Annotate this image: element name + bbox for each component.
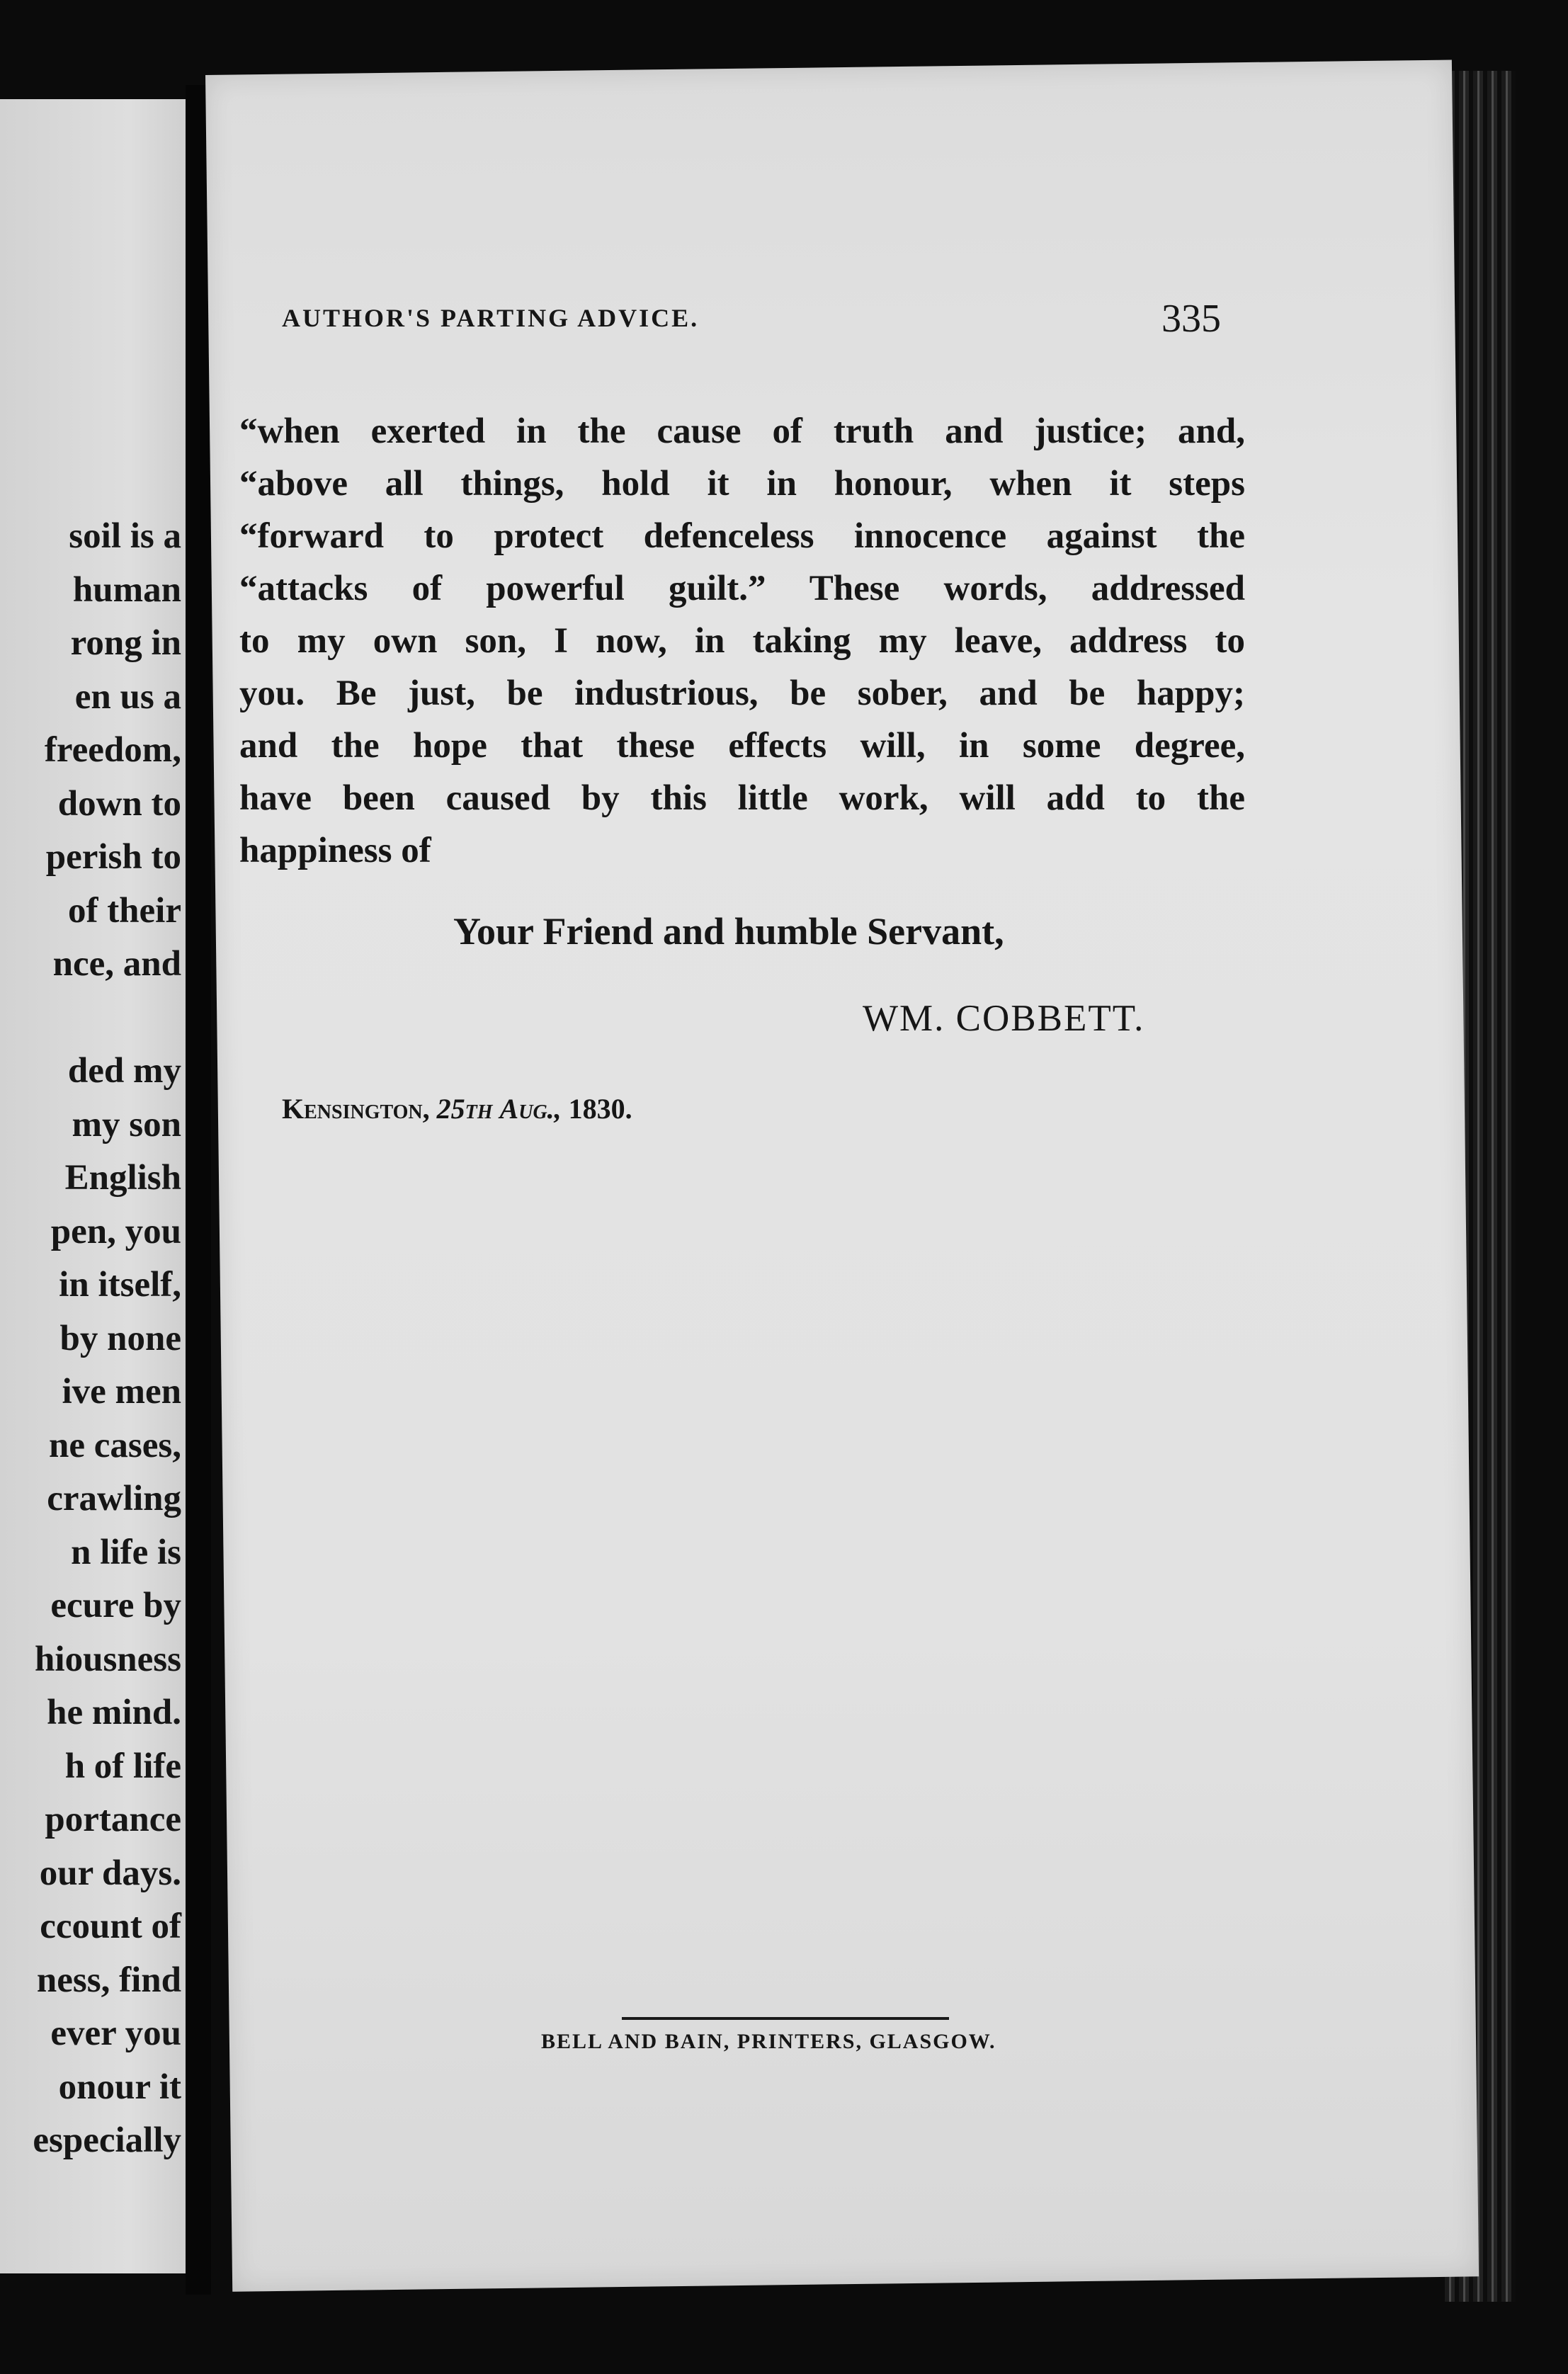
left-page-line: ever you bbox=[50, 2014, 181, 2053]
page-number: 335 bbox=[1161, 297, 1221, 341]
body-line: “above all things, hold it in honour, when it steps bbox=[239, 464, 1245, 504]
place-and-date bbox=[282, 1092, 632, 1125]
left-page-text-column bbox=[33, 510, 181, 2168]
body-line: “attacks of powerful guilt.” These words, addressed bbox=[239, 569, 1245, 608]
place-name: Kensington, bbox=[282, 1093, 430, 1125]
left-page-line: h of life bbox=[64, 1746, 181, 1786]
footer-rule bbox=[622, 2017, 949, 2020]
left-page-line: rong in bbox=[70, 623, 181, 663]
body-line: “when exerted in the cause of truth and justice; and, bbox=[239, 411, 1245, 451]
left-page-line: my son bbox=[72, 1104, 181, 1145]
book-gutter bbox=[186, 85, 211, 2295]
running-head: AUTHOR'S PARTING ADVICE. bbox=[282, 304, 700, 332]
body-line: “forward to protect defenceless innocence against the bbox=[239, 516, 1245, 556]
printer-imprint: BELL AND BAIN, PRINTERS, GLASGOW. bbox=[541, 2030, 996, 2053]
left-page-line: pen, you bbox=[50, 1211, 181, 1251]
left-page-line: in itself, bbox=[59, 1265, 181, 1305]
date-month: Aug., bbox=[499, 1093, 562, 1125]
closing-salutation: Your Friend and humble Servant, bbox=[453, 910, 1004, 953]
left-page-line: soil is a bbox=[69, 516, 181, 556]
left-page-line: our days. bbox=[39, 1853, 181, 1893]
body-line: to my own son, I now, in taking my leave, address to bbox=[239, 621, 1245, 661]
body-line: and the hope that these effects will, in some degree, bbox=[239, 726, 1245, 766]
left-page-line: n life is bbox=[71, 1532, 181, 1572]
left-page-line: ive men bbox=[62, 1372, 181, 1412]
body-line: have been caused by this little work, will add to the bbox=[239, 778, 1245, 818]
left-page-line: en us a bbox=[74, 676, 181, 717]
left-page-line: ness, find bbox=[36, 1960, 181, 2000]
main-page bbox=[205, 59, 1479, 2291]
left-page-line: perish to bbox=[45, 837, 181, 877]
date-day: 25th bbox=[436, 1093, 493, 1125]
left-page-line: hiousness bbox=[35, 1639, 181, 1679]
left-page-line: crawling bbox=[47, 1479, 181, 1518]
left-page-line: he mind. bbox=[47, 1693, 181, 1732]
left-page-line: freedom, bbox=[44, 730, 181, 770]
left-page-line: of their bbox=[67, 890, 181, 931]
left-page-line: English bbox=[64, 1158, 181, 1198]
left-page-line: portance bbox=[45, 1800, 181, 1839]
left-page-line: onour it bbox=[58, 2067, 181, 2107]
left-page-line: ded my bbox=[67, 1051, 181, 1091]
left-page-line: ne cases, bbox=[49, 1425, 181, 1465]
left-page-line: especially bbox=[33, 2120, 181, 2160]
left-page-line: by none bbox=[59, 1318, 181, 1358]
body-line: you. Be just, be industrious, be sober, and be happy; bbox=[239, 674, 1245, 713]
left-page-line: nce, and bbox=[52, 944, 181, 984]
date-year: 1830. bbox=[568, 1093, 632, 1125]
body-paragraph bbox=[239, 405, 1245, 877]
left-page-line: down to bbox=[57, 783, 181, 824]
left-page-line: ccount of bbox=[40, 1907, 181, 1946]
left-facing-page bbox=[0, 99, 186, 2273]
left-page-line: ecure by bbox=[50, 1586, 181, 1625]
author-signature: WM. COBBETT. bbox=[863, 998, 1145, 1039]
left-page-line: human bbox=[72, 569, 181, 610]
body-line: happiness of bbox=[239, 831, 431, 870]
left-page-line bbox=[33, 992, 181, 1045]
